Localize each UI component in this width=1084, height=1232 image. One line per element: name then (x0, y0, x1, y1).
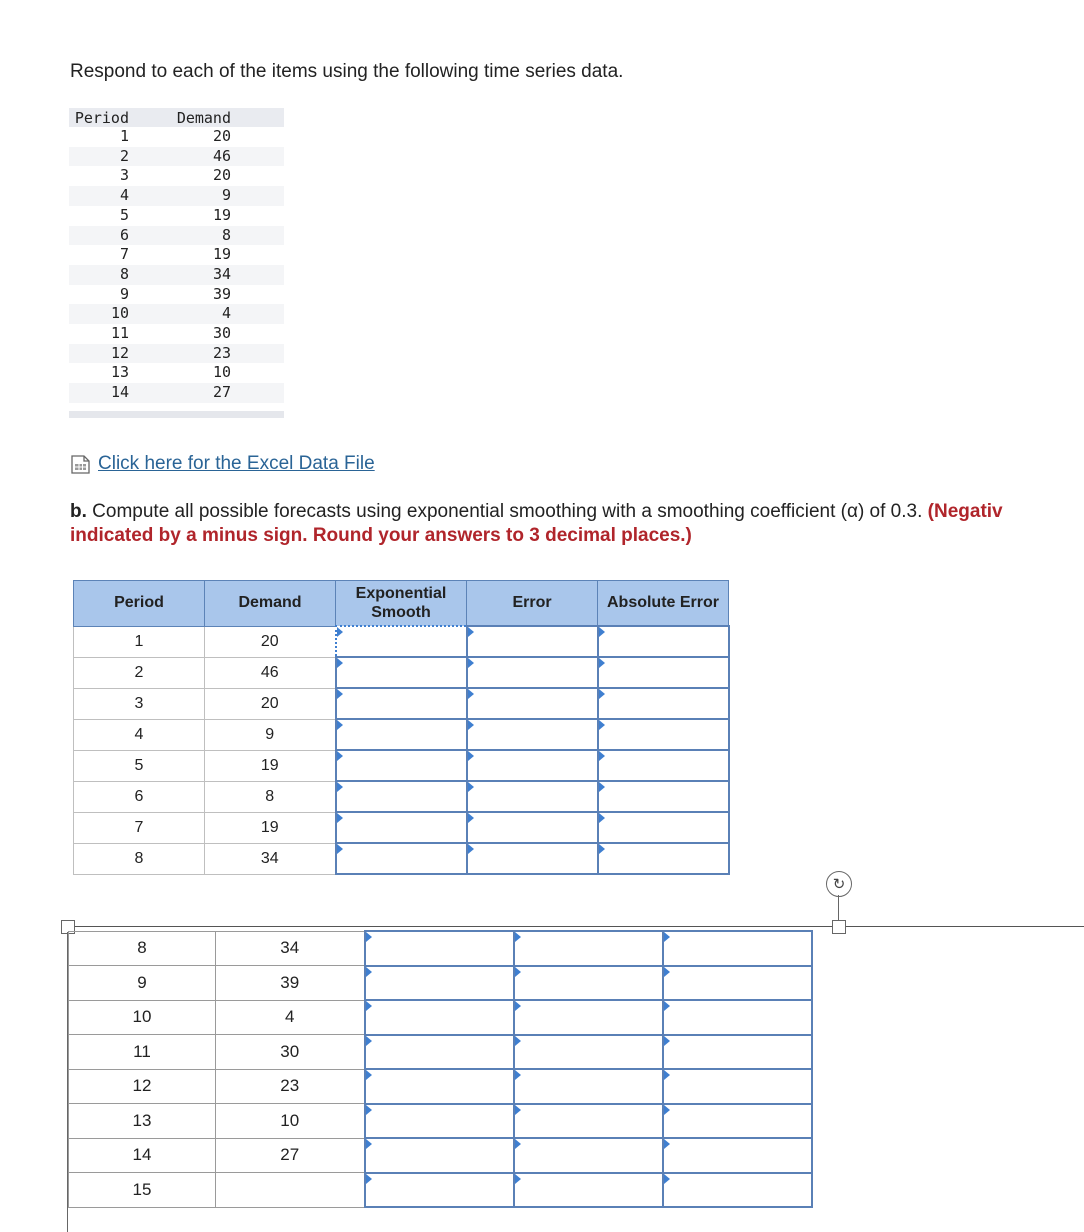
demand-cell: 20 (205, 626, 336, 657)
period-cell: 3 (74, 688, 205, 719)
col-error-header: Error (467, 581, 598, 627)
error-input[interactable] (514, 1104, 663, 1139)
col-exp-smooth-header: Exponential Smooth (336, 581, 467, 627)
demand-cell: 46 (141, 147, 284, 167)
time-series-row (69, 127, 284, 147)
exp-smooth-input[interactable] (336, 657, 467, 688)
time-series-table (69, 108, 284, 403)
abs-error-input[interactable] (598, 750, 729, 781)
period-cell: 13 (69, 1104, 216, 1139)
error-input[interactable] (514, 1138, 663, 1173)
abs-error-input[interactable] (663, 1000, 812, 1035)
table-row (74, 843, 729, 874)
instruction-line-1: (Negativ (927, 501, 1003, 522)
intro-text: Respond to each of the items using the following time series data. (70, 61, 624, 82)
period-cell: 4 (69, 186, 141, 206)
period-cell: 6 (69, 226, 141, 246)
abs-error-input[interactable] (663, 1035, 812, 1070)
table-row (69, 1138, 812, 1173)
demand-cell: 8 (205, 781, 336, 812)
question-text (70, 500, 1084, 548)
time-series-row (69, 245, 284, 265)
table-row (74, 719, 729, 750)
abs-error-input[interactable] (663, 1173, 812, 1208)
exp-smooth-input[interactable] (365, 1138, 514, 1173)
demand-cell: 9 (141, 186, 284, 206)
time-series-row (69, 304, 284, 324)
exp-smooth-input[interactable] (365, 931, 514, 966)
time-series-row (69, 226, 284, 246)
col-period-header: Period (74, 581, 205, 627)
period-cell: 4 (74, 719, 205, 750)
demand-cell: 20 (212, 166, 231, 185)
exp-smooth-input[interactable] (336, 812, 467, 843)
abs-error-input[interactable] (598, 719, 729, 750)
demand-cell: 19 (212, 205, 231, 224)
refresh-icon[interactable]: ↻ (826, 871, 852, 897)
error-input[interactable] (467, 626, 598, 657)
table-row (69, 1035, 812, 1070)
period-cell: 1 (119, 127, 129, 145)
period-cell: 11 (110, 324, 129, 343)
abs-error-input[interactable] (663, 1138, 812, 1173)
abs-error-input[interactable] (663, 966, 812, 1001)
abs-error-input[interactable] (663, 1069, 812, 1104)
excel-data-link[interactable] (70, 453, 375, 475)
time-series-row (69, 363, 284, 383)
abs-error-input[interactable] (598, 657, 729, 688)
time-series-row (69, 206, 284, 226)
question-label: b. (70, 501, 87, 522)
error-input[interactable] (514, 966, 663, 1001)
error-input[interactable] (514, 1069, 663, 1104)
demand-cell: 19 (205, 812, 336, 843)
period-cell: 11 (69, 1035, 216, 1070)
error-input[interactable] (514, 1035, 663, 1070)
period-header: Period (69, 108, 141, 127)
time-series-header (69, 108, 284, 127)
table-row (74, 626, 729, 657)
period-cell: 5 (74, 750, 205, 781)
time-series-row (69, 383, 284, 403)
demand-cell: 4 (216, 1000, 365, 1035)
demand-cell: 34 (205, 843, 336, 874)
demand-cell (216, 1173, 365, 1208)
time-series-row (69, 285, 284, 305)
error-input[interactable] (467, 781, 598, 812)
period-cell: 8 (69, 931, 216, 966)
time-series-row (69, 265, 284, 285)
demand-cell: 9 (205, 719, 336, 750)
exp-smooth-input[interactable] (336, 781, 467, 812)
abs-error-input[interactable] (598, 688, 729, 719)
excel-link-text[interactable]: Click here for the Excel Data File (98, 453, 375, 474)
period-cell: 1 (74, 626, 205, 657)
demand-cell: 34 (216, 931, 365, 966)
demand-cell: 20 (212, 127, 231, 145)
period-cell: 13 (110, 363, 129, 382)
exp-smooth-input[interactable] (336, 626, 467, 657)
period-cell: 10 (69, 1000, 216, 1035)
period-cell: 12 (69, 344, 141, 364)
period-cell: 7 (119, 245, 129, 264)
answer-table-bottom (68, 930, 813, 1232)
demand-cell: 46 (205, 657, 336, 688)
abs-error-input[interactable] (598, 781, 729, 812)
period-cell: 15 (69, 1173, 216, 1208)
period-cell: 5 (119, 205, 129, 224)
error-input[interactable] (514, 1173, 663, 1208)
abs-error-input[interactable] (598, 812, 729, 843)
time-series-row (69, 186, 284, 206)
demand-cell: 23 (141, 344, 284, 364)
spreadsheet-file-icon (70, 455, 92, 474)
table-row (69, 1000, 812, 1035)
period-cell: 10 (69, 304, 141, 324)
error-input[interactable] (467, 750, 598, 781)
col-abs-error-header: Absolute Error (598, 581, 729, 627)
demand-cell: 20 (205, 688, 336, 719)
period-cell: 12 (69, 1069, 216, 1104)
abs-error-input[interactable] (598, 843, 729, 874)
period-cell: 2 (69, 147, 141, 167)
demand-cell: 27 (141, 383, 284, 403)
question-body: Compute all possible forecasts using exponential smoothing with a smoothing coefficient (α) of 0.3. (92, 501, 923, 522)
table-row (69, 931, 812, 966)
error-input[interactable] (467, 688, 598, 719)
period-cell: 6 (74, 781, 205, 812)
resize-handle-right[interactable] (832, 920, 846, 934)
error-input[interactable] (514, 1000, 663, 1035)
instruction-line-2: indicated by a minus sign. Round your answers to 3 decimal places.) (70, 525, 692, 546)
period-cell: 8 (69, 265, 141, 285)
demand-cell: 39 (212, 284, 231, 303)
table-row (69, 1104, 812, 1139)
demand-cell: 27 (216, 1138, 365, 1173)
demand-cell: 30 (212, 324, 231, 343)
demand-cell: 34 (141, 265, 284, 285)
exp-smooth-input[interactable] (365, 1035, 514, 1070)
period-cell: 9 (69, 966, 216, 1001)
period-cell: 14 (69, 383, 141, 403)
table-row (69, 1173, 812, 1208)
exp-smooth-input[interactable] (336, 719, 467, 750)
exp-smooth-input[interactable] (365, 966, 514, 1001)
demand-cell: 10 (216, 1104, 365, 1139)
period-cell: 7 (74, 812, 205, 843)
table-row (74, 688, 729, 719)
abs-error-input[interactable] (663, 1104, 812, 1139)
table-row (74, 812, 729, 843)
time-series-row (69, 166, 284, 186)
exp-smooth-input[interactable] (365, 1104, 514, 1139)
error-input[interactable] (467, 843, 598, 874)
time-series-row (69, 344, 284, 364)
table-row (69, 966, 812, 1001)
period-cell: 2 (74, 657, 205, 688)
time-series-row (69, 324, 284, 344)
demand-cell: 10 (212, 363, 231, 382)
exp-smooth-input[interactable] (365, 1000, 514, 1035)
period-cell: 9 (119, 284, 129, 303)
answer-table-top (73, 580, 730, 875)
table-row (74, 781, 729, 812)
exp-smooth-input[interactable] (336, 688, 467, 719)
handle-connector (838, 895, 839, 920)
demand-cell: 4 (141, 304, 284, 324)
scroll-split-divider (68, 926, 1084, 927)
error-input[interactable] (467, 719, 598, 750)
answer-table-header (74, 581, 729, 627)
exp-smooth-input[interactable] (336, 750, 467, 781)
period-cell: 3 (119, 166, 129, 185)
demand-cell: 30 (216, 1035, 365, 1070)
table-row (74, 750, 729, 781)
error-input[interactable] (467, 657, 598, 688)
period-cell: 14 (69, 1138, 216, 1173)
exp-smooth-input[interactable] (336, 843, 467, 874)
demand-cell: 8 (141, 226, 284, 246)
period-cell: 8 (74, 843, 205, 874)
demand-cell: 23 (216, 1069, 365, 1104)
table-row (69, 1069, 812, 1104)
table-footer-bar (69, 411, 284, 418)
demand-cell: 19 (212, 245, 231, 264)
table-row (74, 657, 729, 688)
time-series-row (69, 147, 284, 167)
abs-error-input[interactable] (663, 931, 812, 966)
error-input[interactable] (467, 812, 598, 843)
demand-cell: 19 (205, 750, 336, 781)
error-input[interactable] (514, 931, 663, 966)
col-demand-header: Demand (205, 581, 336, 627)
exp-smooth-input[interactable] (365, 1173, 514, 1208)
exp-smooth-input[interactable] (365, 1069, 514, 1104)
abs-error-input[interactable] (598, 626, 729, 657)
demand-header: Demand (141, 108, 284, 127)
demand-cell: 39 (216, 966, 365, 1001)
